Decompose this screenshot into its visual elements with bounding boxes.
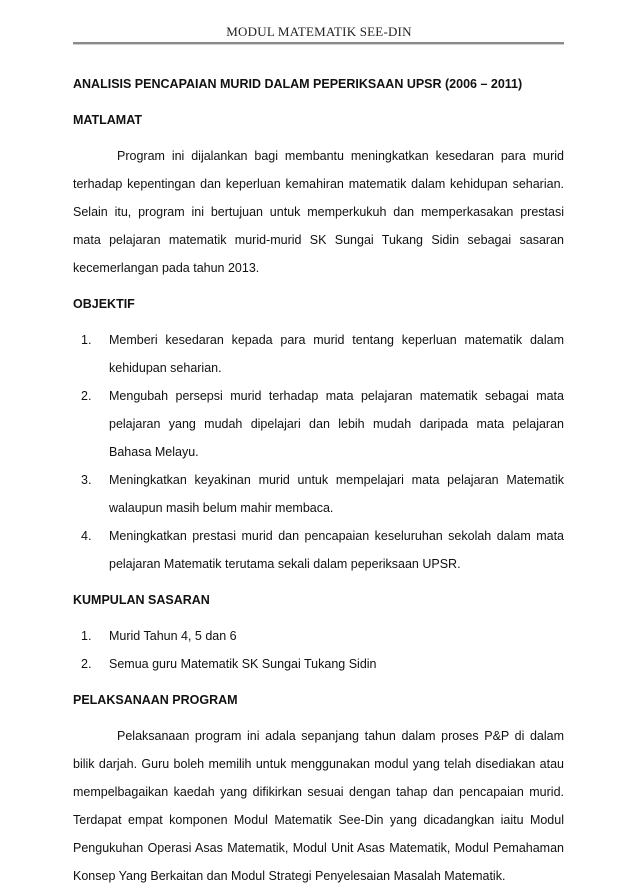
list-number: 1. (81, 629, 92, 643)
kumpulan-sasaran-list (73, 622, 564, 678)
running-header: MODUL MATEMATIK SEE-DIN (226, 24, 412, 39)
list-number: 4. (81, 529, 92, 543)
document-body (73, 70, 564, 890)
list-number: 2. (81, 657, 92, 671)
list-number: 2. (81, 389, 92, 403)
list-item (81, 382, 564, 466)
list-item-text: Semua guru Matematik SK Sungai Tukang Sidin (109, 657, 377, 671)
main-title: ANALISIS PENCAPAIAN MURID DALAM PEPERIKSAAN UPSR (2006 – 2011) (73, 77, 523, 91)
list-item-text: Meningkatkan keyakinan murid untuk mempelajari mata pelajaran Matematik walaupun masih belum mahir membaca. (109, 473, 564, 515)
matlamat-paragraph: Program ini dijalankan bagi membantu meningkatkan kesedaran para murid terhadap kepentingan dan keperluan kemahiran matematik dalam kehidupan seharian. Selain itu, program ini bertujuan untuk memperkukuh dan memperkasakan prestasi mata pelajaran matematik murid-murid SK Sungai Tukang Sidin sebagai sasaran kecemerlangan pada tahun 2013. (73, 149, 564, 275)
objektif-list (73, 326, 564, 578)
list-item (81, 326, 564, 382)
list-item-text: Meningkatkan prestasi murid dan pencapaian keseluruhan sekolah dalam mata pelajaran Matematik terutama sekali dalam peperiksaan UPSR. (109, 529, 564, 571)
list-number: 1. (81, 333, 92, 347)
list-item (81, 466, 564, 522)
list-item (81, 622, 564, 650)
header-divider (73, 42, 564, 45)
list-item (81, 650, 564, 678)
list-number: 3. (81, 473, 92, 487)
list-item-text: Mengubah persepsi murid terhadap mata pelajaran matematik sebagai mata pelajaran yang mudah dipelajari dan lebih mudah daripada mata pelajaran Bahasa Melayu. (109, 389, 564, 459)
section-heading-kumpulan-sasaran: KUMPULAN SASARAN (73, 593, 210, 607)
list-item-text: Memberi kesedaran kepada para murid tentang keperluan matematik dalam kehidupan seharian. (109, 333, 564, 375)
pelaksanaan-paragraph: Pelaksanaan program ini adala sepanjang tahun dalam proses P&P di dalam bilik darjah. Guru boleh memilih untuk menggunakan modul yang telah disediakan atau mempelbagaikan kaedah yang difikirkan sesuai dengan tahap dan pencapaian murid. Terdapat empat komponen Modul Matematik See-Din yang dicadangkan iaitu Modul Pengukuhan Operasi Asas Matematik, Modul Unit Asas Matematik, Modul Pemahaman Konsep Yang Berkaitan dan Modul Strategi Penyelesaian Masalah Matematik. (73, 729, 564, 883)
section-heading-pelaksanaan: PELAKSANAAN PROGRAM (73, 693, 238, 707)
list-item (81, 522, 564, 578)
section-heading-objektif: OBJEKTIF (73, 297, 135, 311)
list-item-text: Murid Tahun 4, 5 dan 6 (109, 629, 237, 643)
section-heading-matlamat: MATLAMAT (73, 113, 142, 127)
